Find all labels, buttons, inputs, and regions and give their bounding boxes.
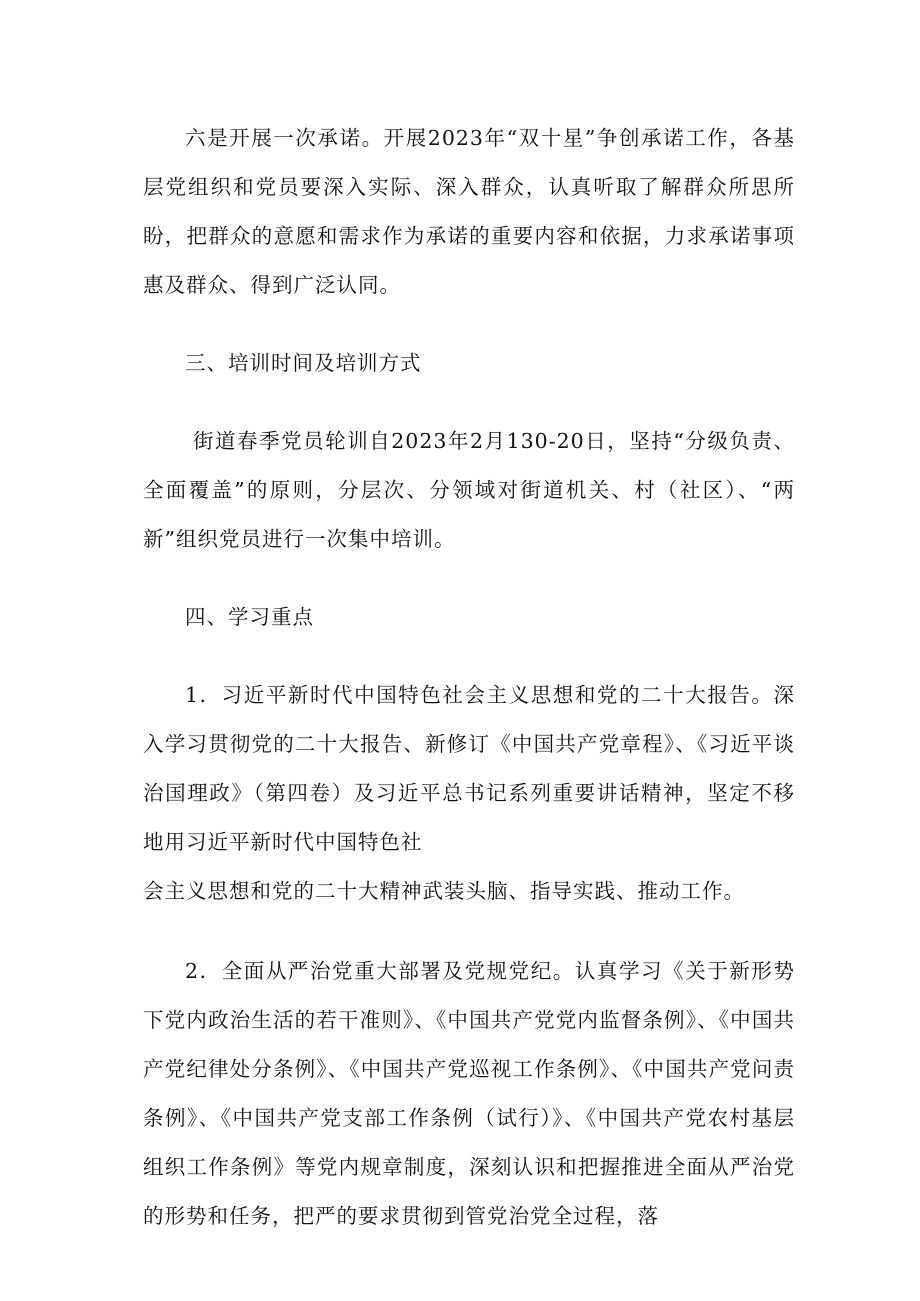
section-heading-training-time: 三、培训时间及培训方式 [185,351,422,375]
paragraph-study-item-1-continued: 会主义思想和党的二十大精神武装头脑、指导实践、推动工作。 [143,879,745,903]
paragraph-study-item-2: 2．全面从严治党重大部署及党规党纪。认真学习《关于新形势下党内政治生活的若干准则》、《中国共产党党内监督条例》、《中国共产党纪律处分条例》、《中国共产党巡视工作条例》、《中国共产党问责条例》、《中国共产党支部工作条例（试行）》、《中国共产党农村基层组织工作条例》等党内规章制度，深刻认识和把握推进全面从严治党的形势和任务，把严的要求贯彻到管党治党全过程，落 [143,959,795,1228]
paragraph-commitment: 六是开展一次承诺。开展2023年“双十星”争创承诺工作，各基层党组织和党员要深入实际、深入群众，认真听取了解群众所思所盼，把群众的意愿和需求作为承诺的重要内容和依据，力求承诺事项惠及群众、得到广泛认同。 [143,126,795,297]
paragraph-study-item-1: 1．习近平新时代中国特色社会主义思想和党的二十大报告。深入学习贯彻党的二十大报告、新修订《中国共产党章程》、《习近平谈治国理政》（第四卷）及习近平总书记系列重要讲话精神，坚定不移地用习近平新时代中国特色社 [143,683,795,854]
paragraph-training-schedule: 街道春季党员轮训自2023年2月130-20日，坚持“分级负责、全面覆盖”的原则，分层次、分领域对街道机关、村（社区）、“两新”组织党员进行一次集中培训。 [143,429,795,551]
section-heading-study-focus: 四、学习重点 [185,605,314,629]
